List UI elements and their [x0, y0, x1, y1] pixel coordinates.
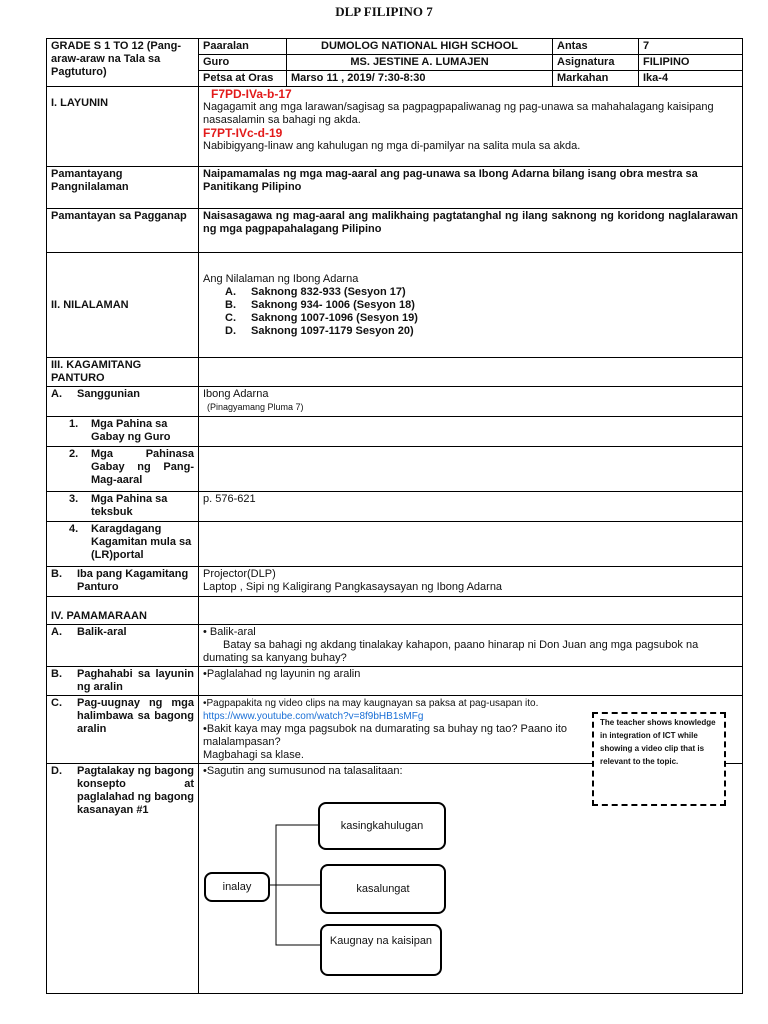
petsa-value: Marso 11 , 2019/ 7:30-8:30	[287, 71, 553, 87]
document-title: DLP FILIPINO 7	[335, 4, 433, 19]
sanggunian-label: A. Sanggunian	[47, 387, 199, 417]
layunin-code1: F7PD-IVa-b-17	[211, 87, 292, 101]
connector-line	[276, 885, 320, 945]
pag-uugnay-label: C. Pag-uugnay ng mga halimbawa sa bagong aralin	[47, 696, 199, 764]
layunin-text1: Nagagamit ang mga larawan/sagisag sa pagpagpapaliwanag ng pag-unawa sa mahahalagang kaisipang nasasalamin sa bahagi ng akda.	[203, 101, 714, 126]
guro-value: MS. JESTINE A. LUMAJEN	[287, 55, 553, 71]
item4-label: 4. Karagdagang Kagamitan mula sa (LR)portal	[47, 522, 199, 567]
balik-aral-content: • Balik-aral Batay sa bahagi ng akdang tinalakay kahapon, paano hinarap ni Don Juan ang mga pagsubok na dumating sa kanyang buhay?	[199, 625, 743, 667]
kaugnay-box: Kaugnay na kaisipan	[320, 924, 442, 976]
iba-value: Projector(DLP) Laptop , Sipi ng Kaligirang Pangkasaysayan ng Ibong Adarna	[199, 567, 743, 597]
pagganap-text: Naisasagawa ng mag-aaral ang malikhaing pagtatanghal ng ilang saknong ng koridong naglalarawan ng mga pagpapahalagang Pilipino	[199, 209, 743, 253]
talasalitaan-diagram	[200, 810, 460, 1010]
sanggunian-value: Ibong Adarna (Pinagyamang Pluma 7)	[199, 387, 743, 417]
paghahabi-label: B. Paghahabi sa layunin ng aralin	[47, 667, 199, 696]
item2-label: 2. Mga Pahinasa Gabay ng Pang-Mag-aaral	[47, 447, 199, 492]
nilalaman-content	[199, 253, 743, 358]
nilalaman-intro: Ang Nilalaman ng Ibong Adarna	[203, 272, 359, 285]
item1-label: 1. Mga Pahina sa Gabay ng Guro	[47, 417, 199, 447]
balik-aral-label: A. Balik-aral	[47, 625, 199, 667]
layunin-label: I. LAYUNIN	[47, 87, 199, 167]
layunin-code2: F7PT-IVc-d-19	[203, 126, 283, 140]
layunin-text2: Nabibigyang-linaw ang kahulugan ng mga di-pamilyar na salita mula sa akda.	[203, 140, 581, 152]
iba-label: B. Iba pang Kagamitang Panturo	[47, 567, 199, 597]
item3-value: p. 576-621	[199, 492, 743, 522]
markahan-label: Markahan	[553, 71, 639, 87]
pamamaraan-label: IV. PAMAMARAAN	[47, 597, 199, 625]
pangnilalaman-text: Naipamamalas ng mga mag-aaral ang pag-unawa sa Ibong Adarna bilang isang obra mestra sa Panitikang Pilipino	[199, 167, 743, 209]
grade-label: GRADE S 1 TO 12 (Pang-araw-araw na Tala sa Pagtuturo)	[47, 39, 199, 87]
nilalaman-list	[203, 286, 738, 338]
nilalaman-item: A. Saknong 832-933 (Sesyon 17)	[225, 285, 406, 298]
antas-value: 7	[639, 39, 743, 55]
nilalaman-item: C. Saknong 1007-1096 (Sesyon 19)	[225, 311, 418, 324]
markahan-value: Ika-4	[639, 71, 743, 87]
asignatura-label: Asignatura	[553, 55, 639, 71]
layunin-content	[199, 87, 743, 167]
video-link[interactable]: https://www.youtube.com/watch?v=8f9bHB1sMFg	[203, 711, 424, 722]
nilalaman-label: II. NILALAMAN	[47, 253, 199, 358]
kasalungat-box: kasalungat	[320, 864, 446, 914]
connector-line	[268, 825, 320, 885]
pagtalakay-content: •Sagutin ang sumusunod na talasalitaan:	[199, 764, 743, 994]
pagtalakay-label: D. Pagtalakay ng bagong konsepto at paglalahad ng bagong kasanayan #1	[47, 764, 199, 994]
ict-note: The teacher shows knowledge in integration of ICT while showing a video clip that is relevant to the topic.	[592, 712, 726, 806]
nilalaman-item: D. Saknong 1097-1179 Sesyon 20)	[225, 324, 414, 337]
pagganap-label: Pamantayan sa Pagganap	[47, 209, 199, 253]
guro-label: Guro	[199, 55, 287, 71]
kasingkahulugan-box: kasingkahulugan	[318, 802, 446, 850]
antas-label: Antas	[553, 39, 639, 55]
item3-label: 3. Mga Pahina sa teksbuk	[47, 492, 199, 522]
paaralan-label: Paaralan	[199, 39, 287, 55]
nilalaman-item: B. Saknong 934- 1006 (Sesyon 18)	[225, 298, 415, 311]
kagamitan-label: III. KAGAMITANG PANTURO	[47, 358, 199, 387]
center-box: inalay	[204, 872, 270, 902]
asignatura-value: FILIPINO	[639, 55, 743, 71]
pag-uugnay-content: •Pagpapakita ng video clips na may kaugnayan sa paksa at pag-usapan ito. https://www.youtube.com/watch?v=8f9bHB1sMFg •Bakit kaya may mga pagsubok na dumarating sa buhay ng tao? Paano ito malalampasan? Magbahagi sa klase.	[199, 696, 743, 764]
paghahabi-content: •Paglalahad ng layunin ng aralin	[199, 667, 743, 696]
pangnilalaman-label: Pamantayang Pangnilalaman	[47, 167, 199, 209]
paaralan-value: DUMOLOG NATIONAL HIGH SCHOOL	[287, 39, 553, 55]
petsa-label: Petsa at Oras	[199, 71, 287, 87]
